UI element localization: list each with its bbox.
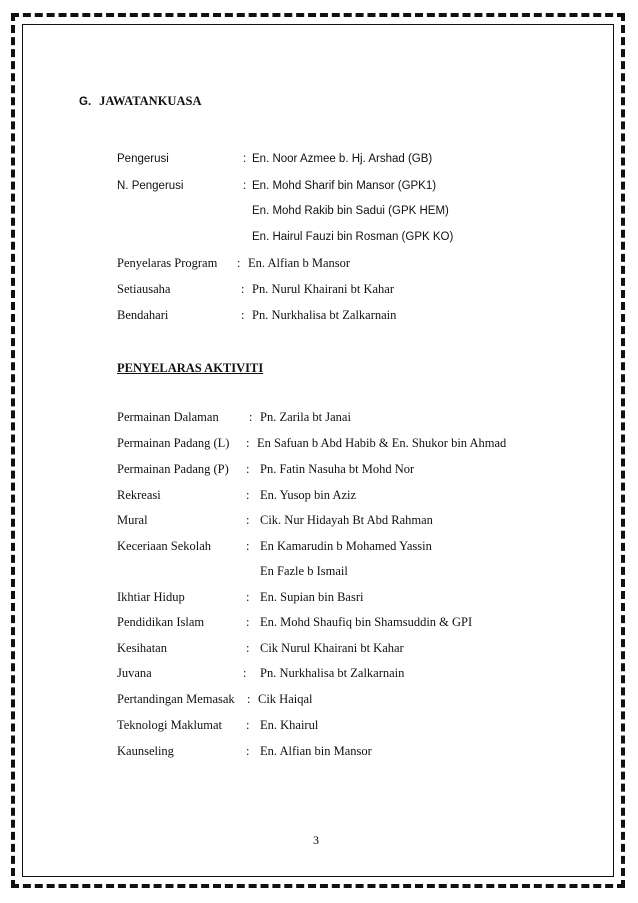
activity-name: En Kamarudin b Mohamed Yassin (260, 539, 432, 553)
committee-name: En. Mohd Rakib bin Sadui (GPK HEM) (252, 205, 449, 217)
activity-name: En. Khairul (260, 718, 319, 732)
activity-label: Permainan Dalaman (117, 410, 219, 424)
activity-label: Keceriaan Sekolah (117, 539, 212, 553)
committee-sep: : (241, 282, 245, 296)
activity-sep: : (246, 718, 250, 732)
activity-name: En. Alfian bin Mansor (260, 744, 372, 758)
activity-name: En. Mohd Shaufiq bin Shamsuddin & GPI (260, 615, 473, 629)
committee-sep: : (241, 308, 245, 322)
activity-sep: : (246, 513, 250, 527)
activity-sep: : (246, 615, 250, 629)
activity-name: Cik Haiqal (258, 692, 313, 706)
activity-sep: : (246, 590, 250, 604)
committee-name: Pn. Nurkhalisa bt Zalkarnain (252, 308, 397, 322)
committee-name: En. Alfian b Mansor (248, 256, 351, 270)
committee-name: En. Mohd Sharif bin Mansor (GPK1) (252, 180, 437, 192)
committee-role: Penyelaras Program (117, 256, 218, 270)
activity-sep: : (247, 692, 251, 706)
activity-sep: : (246, 462, 250, 476)
activity-sep: : (249, 410, 253, 424)
activity-label: Teknologi Maklumat (117, 718, 223, 732)
activity-name: En. Supian bin Basri (260, 590, 364, 604)
activity-name: En Fazle b Ismail (260, 564, 348, 578)
activity-name: Cik Nurul Khairani bt Kahar (260, 641, 404, 655)
activity-label: Kesihatan (117, 641, 167, 655)
section-letter: G. (79, 96, 92, 108)
committee-role: Setiausaha (117, 282, 171, 296)
committee-name: Pn. Nurul Khairani bt Kahar (252, 282, 394, 296)
activity-name: En. Yusop bin Aziz (260, 488, 357, 502)
committee-name: En. Hairul Fauzi bin Rosman (GPK KO) (252, 231, 454, 243)
activity-label: Pertandingan Memasak (117, 692, 235, 706)
committee-sep: : (243, 180, 247, 192)
activity-label: Permainan Padang (L) (117, 436, 230, 450)
activity-label: Pendidikan Islam (117, 615, 205, 629)
activity-name: Cik. Nur Hidayah Bt Abd Rahman (260, 513, 433, 527)
activity-label: Kaunseling (117, 744, 174, 758)
activity-name: Pn. Fatin Nasuha bt Mohd Nor (260, 462, 415, 476)
activity-label: Rekreasi (117, 488, 161, 502)
activity-name: Pn. Nurkhalisa bt Zalkarnain (260, 666, 405, 680)
committee-name: En. Noor Azmee b. Hj. Arshad (GB) (252, 153, 433, 165)
activity-sep: : (246, 488, 250, 502)
section-title: JAWATANKUASA (99, 94, 202, 108)
activity-sep: : (246, 641, 250, 655)
activity-sep: : (246, 744, 250, 758)
activity-label: Ikhtiar Hidup (117, 590, 185, 604)
committee-role: Pengerusi (117, 153, 169, 165)
committee-role: N. Pengerusi (117, 180, 184, 192)
activity-sep: : (246, 539, 250, 553)
activities-heading: PENYELARAS AKTIVITI (117, 361, 264, 375)
activity-sep: : (246, 436, 250, 450)
activity-name: En Safuan b Abd Habib & En. Shukor bin Ahmad (257, 436, 507, 450)
committee-sep: : (237, 256, 241, 270)
committee-role: Bendahari (117, 308, 169, 322)
section-heading (79, 94, 201, 109)
committee-sep: : (243, 153, 247, 165)
activity-label: Permainan Padang (P) (117, 462, 229, 476)
page-number: 3 (313, 833, 319, 847)
activity-name: Pn. Zarila bt Janai (260, 410, 351, 424)
activity-label: Mural (117, 513, 148, 527)
activity-sep: : (243, 666, 247, 680)
activity-label: Juvana (117, 666, 152, 680)
